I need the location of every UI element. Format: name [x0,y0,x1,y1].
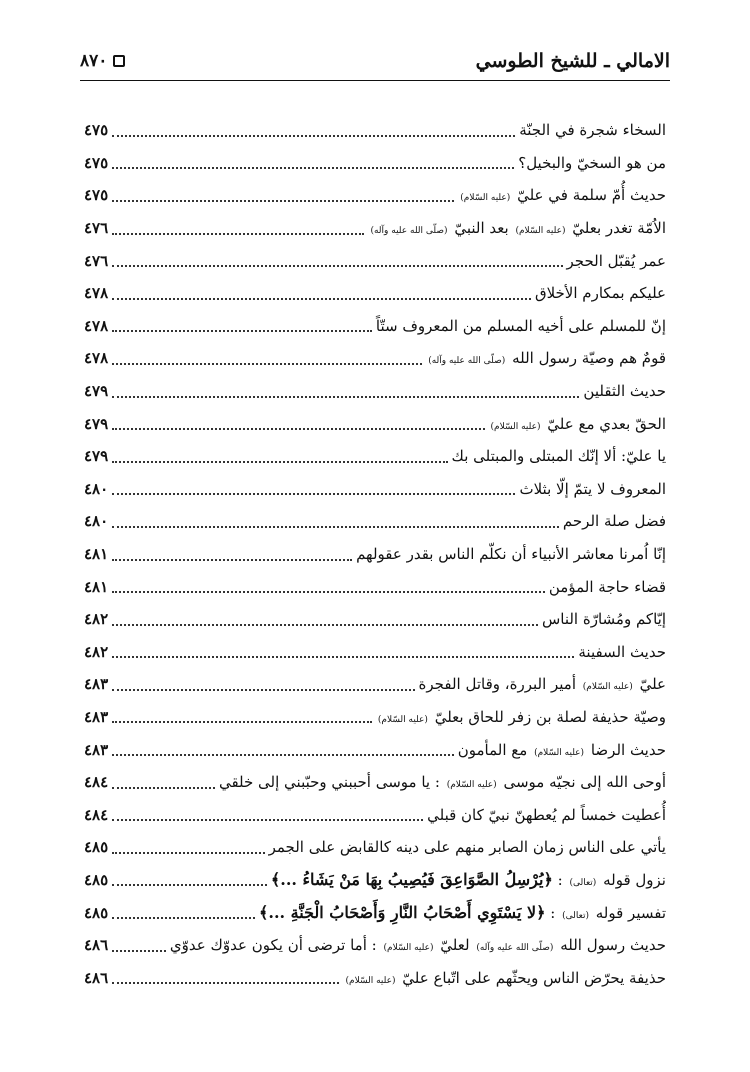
title-text: : يا موسى أحببني وحبّبني إلى خلقي [218,773,440,792]
dot-leader [112,720,372,723]
honorific: (عليه السّلام) [383,943,434,954]
toc-page-number: ٤٨٣ [84,740,109,759]
toc-entry-title [368,219,666,237]
dot-leader [112,492,515,495]
title-text: إنّا اُمرنا معاشر الأنبياء أن نكلّم الناس بقدر عقولهم [356,545,666,564]
title-text: وصيّة حذيفة لصلة بن زفر للحاق بعليّ [434,707,666,726]
dot-leader [112,199,454,202]
dot-leader [112,949,166,952]
dot-leader [112,362,422,365]
toc-page-number: ٤٨٦ [84,968,109,987]
toc-entry-title [170,936,666,954]
toc-page-number: ٤٨٠ [84,512,109,531]
toc-entry [84,798,666,831]
toc-entry-title [583,382,666,400]
toc-entry-title [426,349,666,367]
quran-verse: ﴿يُرْسِلُ الصَّوَاعِقَ فَيُصِيبُ بِهَا مَنْ يَشَاءُ ...﴾ [270,870,553,890]
toc-entry [84,440,666,473]
toc-entry [84,636,666,669]
toc-page-number: ٤٨٣ [84,707,109,726]
title-text: من هو السخيّ والبخيل؟ [518,153,666,172]
toc-entry [84,570,666,603]
dot-leader [112,232,364,235]
toc-page-number: ٤٨٢ [84,642,109,661]
title-text: حذيفة يحرّض الناس ويحثّهم على اتّباع عليّ [402,968,666,987]
header-page-number [80,51,125,71]
toc-entry [84,212,666,245]
honorific: (صلّى الله عليه وآله) [476,943,554,954]
toc-page-number: ٤٧٦ [84,251,109,270]
toc-entry [84,114,666,147]
toc-page-number: ٤٨٥ [84,870,109,889]
dot-leader [112,786,215,789]
title-text: أمير البررة، وقاتل الفجرة [418,675,577,694]
title-text: عمر يُقبّل الحجر [566,251,666,270]
toc-entry [84,342,666,375]
title-text: قومٌ هم وصيّة رسول الله [512,349,666,368]
title-text: : [557,871,563,890]
toc-entry-title [269,838,666,856]
toc-entry-title [578,643,666,661]
toc-page-number: ٤٧٩ [84,382,109,401]
toc-entry [84,375,666,408]
title-text: الاُمّة تغدر بعليّ [572,219,666,238]
title-text: حديث الثقلين [583,382,666,401]
title-text: حديث السفينة [578,642,666,661]
dot-leader [112,981,339,984]
title-text: أوحى الله إلى نجيّه موسى [503,773,666,792]
title-text: أُعطيت خمساً لم يُعطهنّ نبيّ كان قبلي [427,805,666,824]
dot-leader [112,851,264,854]
toc-page-number: ٤٧٨ [84,349,109,368]
quran-verse: ﴿لا يَسْتَوِي أَصْحَابُ النَّارِ وَأَصْحَابُ الْجَنَّةِ ...﴾ [259,903,546,923]
toc-entry-title [535,284,666,302]
dot-leader [112,166,514,169]
toc-entry-title [452,447,666,465]
title-text: السخاء شجرة في الجنّة [519,121,666,140]
honorific: (تعالى) [569,878,597,889]
toc-entry-title [458,186,666,204]
toc-page-number: ٤٧٥ [84,153,109,172]
toc-page-number: ٤٨٢ [84,610,109,629]
toc-entry-title [259,903,666,922]
toc-entry [84,310,666,343]
toc-entry [84,277,666,310]
toc-page-number: ٤٨٤ [84,773,109,792]
title-text: عليّ [639,675,666,694]
toc-entry [84,407,666,440]
table-of-contents [84,114,666,994]
toc-page-number: ٤٧٨ [84,284,109,303]
toc-page-number: ٤٨٥ [84,838,109,857]
toc-entry-title [376,317,666,335]
dot-leader [112,916,255,919]
honorific: (تعالى) [562,911,589,922]
toc-entry [84,831,666,864]
honorific: (عليه السّلام) [460,193,511,204]
toc-entry [84,538,666,571]
honorific: (عليه السّلام) [490,421,541,432]
toc-entry-title [518,154,666,172]
toc-page-number: ٤٧٩ [84,414,109,433]
title-text: إيّاكم ومُشارّة الناس [541,610,666,629]
title-text: حديث الرضا [590,740,666,759]
dot-leader [112,883,267,886]
title-text: تفسير قوله [595,904,666,923]
toc-entry-title [427,806,666,824]
toc-entry-title [376,708,666,726]
title-text: مع المأمون [457,740,528,759]
toc-page-number: ٤٨٠ [84,479,109,498]
dot-leader [112,395,579,398]
title-text: : أما ترضى أن يكون عدوّك عدوّي [169,936,377,955]
dot-leader [112,427,484,430]
dot-leader [112,623,538,626]
dot-leader [112,264,562,267]
dot-leader [112,329,372,332]
toc-entry [84,929,666,962]
toc-entry [84,896,666,929]
dot-leader [112,590,545,593]
title-text: : [550,904,556,923]
honorific: (عليه السّلام) [534,747,585,758]
toc-entry [84,505,666,538]
honorific: (صلّى الله عليه وآله) [428,356,506,367]
title-text: يأتي على الناس زمان الصابر منهم على دينه كالقابض على الجمر [268,838,666,857]
page-number-text: ٨٧٠ [80,51,108,71]
title-text: بعد النبيّ [454,219,509,238]
header-rule [80,80,670,81]
toc-entry-title [343,969,666,987]
toc-page-number: ٤٧٩ [84,447,109,466]
toc-page-number: ٤٧٥ [84,121,109,140]
dot-leader [112,655,574,658]
toc-page-number: ٤٨٦ [84,936,109,955]
dot-leader [112,134,515,137]
toc-page-number: ٤٨١ [84,577,109,596]
toc-entry [84,147,666,180]
toc-page-number: ٤٧٥ [84,186,109,205]
title-text: قضاء حاجة المؤمن [548,577,666,596]
dot-leader [112,525,559,528]
page-header [80,46,670,76]
toc-entry-title [489,415,666,433]
toc-entry-title [542,610,666,628]
toc-entry-title [519,121,666,139]
toc-page-number: ٤٧٦ [84,219,109,238]
honorific: (عليه السّلام) [377,714,428,725]
title-text: إنّ للمسلم على أخيه المسلم من المعروف ستّاً [375,316,666,335]
toc-entry [84,864,666,897]
toc-entry [84,244,666,277]
dot-leader [112,753,454,756]
running-title: الامالي ـ للشيخ الطوسي [475,50,670,72]
dot-leader [112,297,531,300]
toc-entry-title [271,870,666,889]
toc-page-number: ٤٨٥ [84,903,109,922]
toc-entry [84,701,666,734]
toc-entry-title [458,741,666,759]
toc-entry [84,179,666,212]
toc-page-number: ٤٨١ [84,545,109,564]
title-text: فضل صلة الرحم [562,512,666,531]
dot-leader [112,818,423,821]
toc-page-number: ٤٨٤ [84,805,109,824]
toc-entry [84,473,666,506]
toc-entry-title [356,545,666,563]
title-text: لعليّ [440,936,470,955]
honorific: (عليه السّلام) [345,975,396,986]
toc-entry-title [419,675,666,693]
dot-leader [112,688,414,691]
toc-entry [84,961,666,994]
toc-entry-title [519,480,666,498]
title-text: حديث رسول الله [560,936,666,955]
honorific: (عليه السّلام) [515,226,566,237]
honorific: (عليه السّلام) [582,682,633,693]
title-text: حديث أُمّ سلمة في عليّ [517,186,666,205]
dot-leader [112,558,352,561]
toc-entry [84,733,666,766]
toc-page-number: ٤٧٨ [84,316,109,335]
honorific: (عليه السّلام) [446,780,497,791]
toc-entry-title [563,512,666,530]
toc-entry [84,603,666,636]
toc-entry [84,766,666,799]
toc-entry-title [549,578,666,596]
dot-leader [112,460,447,463]
title-text: عليكم بمكارم الأخلاق [534,284,666,303]
title-text: الحقّ بعدي مع عليّ [547,414,666,433]
honorific: (صلّى الله عليه وآله) [370,226,448,237]
square-icon [113,55,125,67]
toc-page-number: ٤٨٣ [84,675,109,694]
title-text: المعروف لا يتمّ إلّا بثلاث [519,479,666,498]
title-text: يا عليّ: ألا إنّك المبتلى والمبتلى بك [451,447,666,466]
toc-entry-title [219,773,666,791]
title-text: نزول قوله [603,871,666,890]
toc-entry [84,668,666,701]
toc-entry-title [567,252,666,270]
